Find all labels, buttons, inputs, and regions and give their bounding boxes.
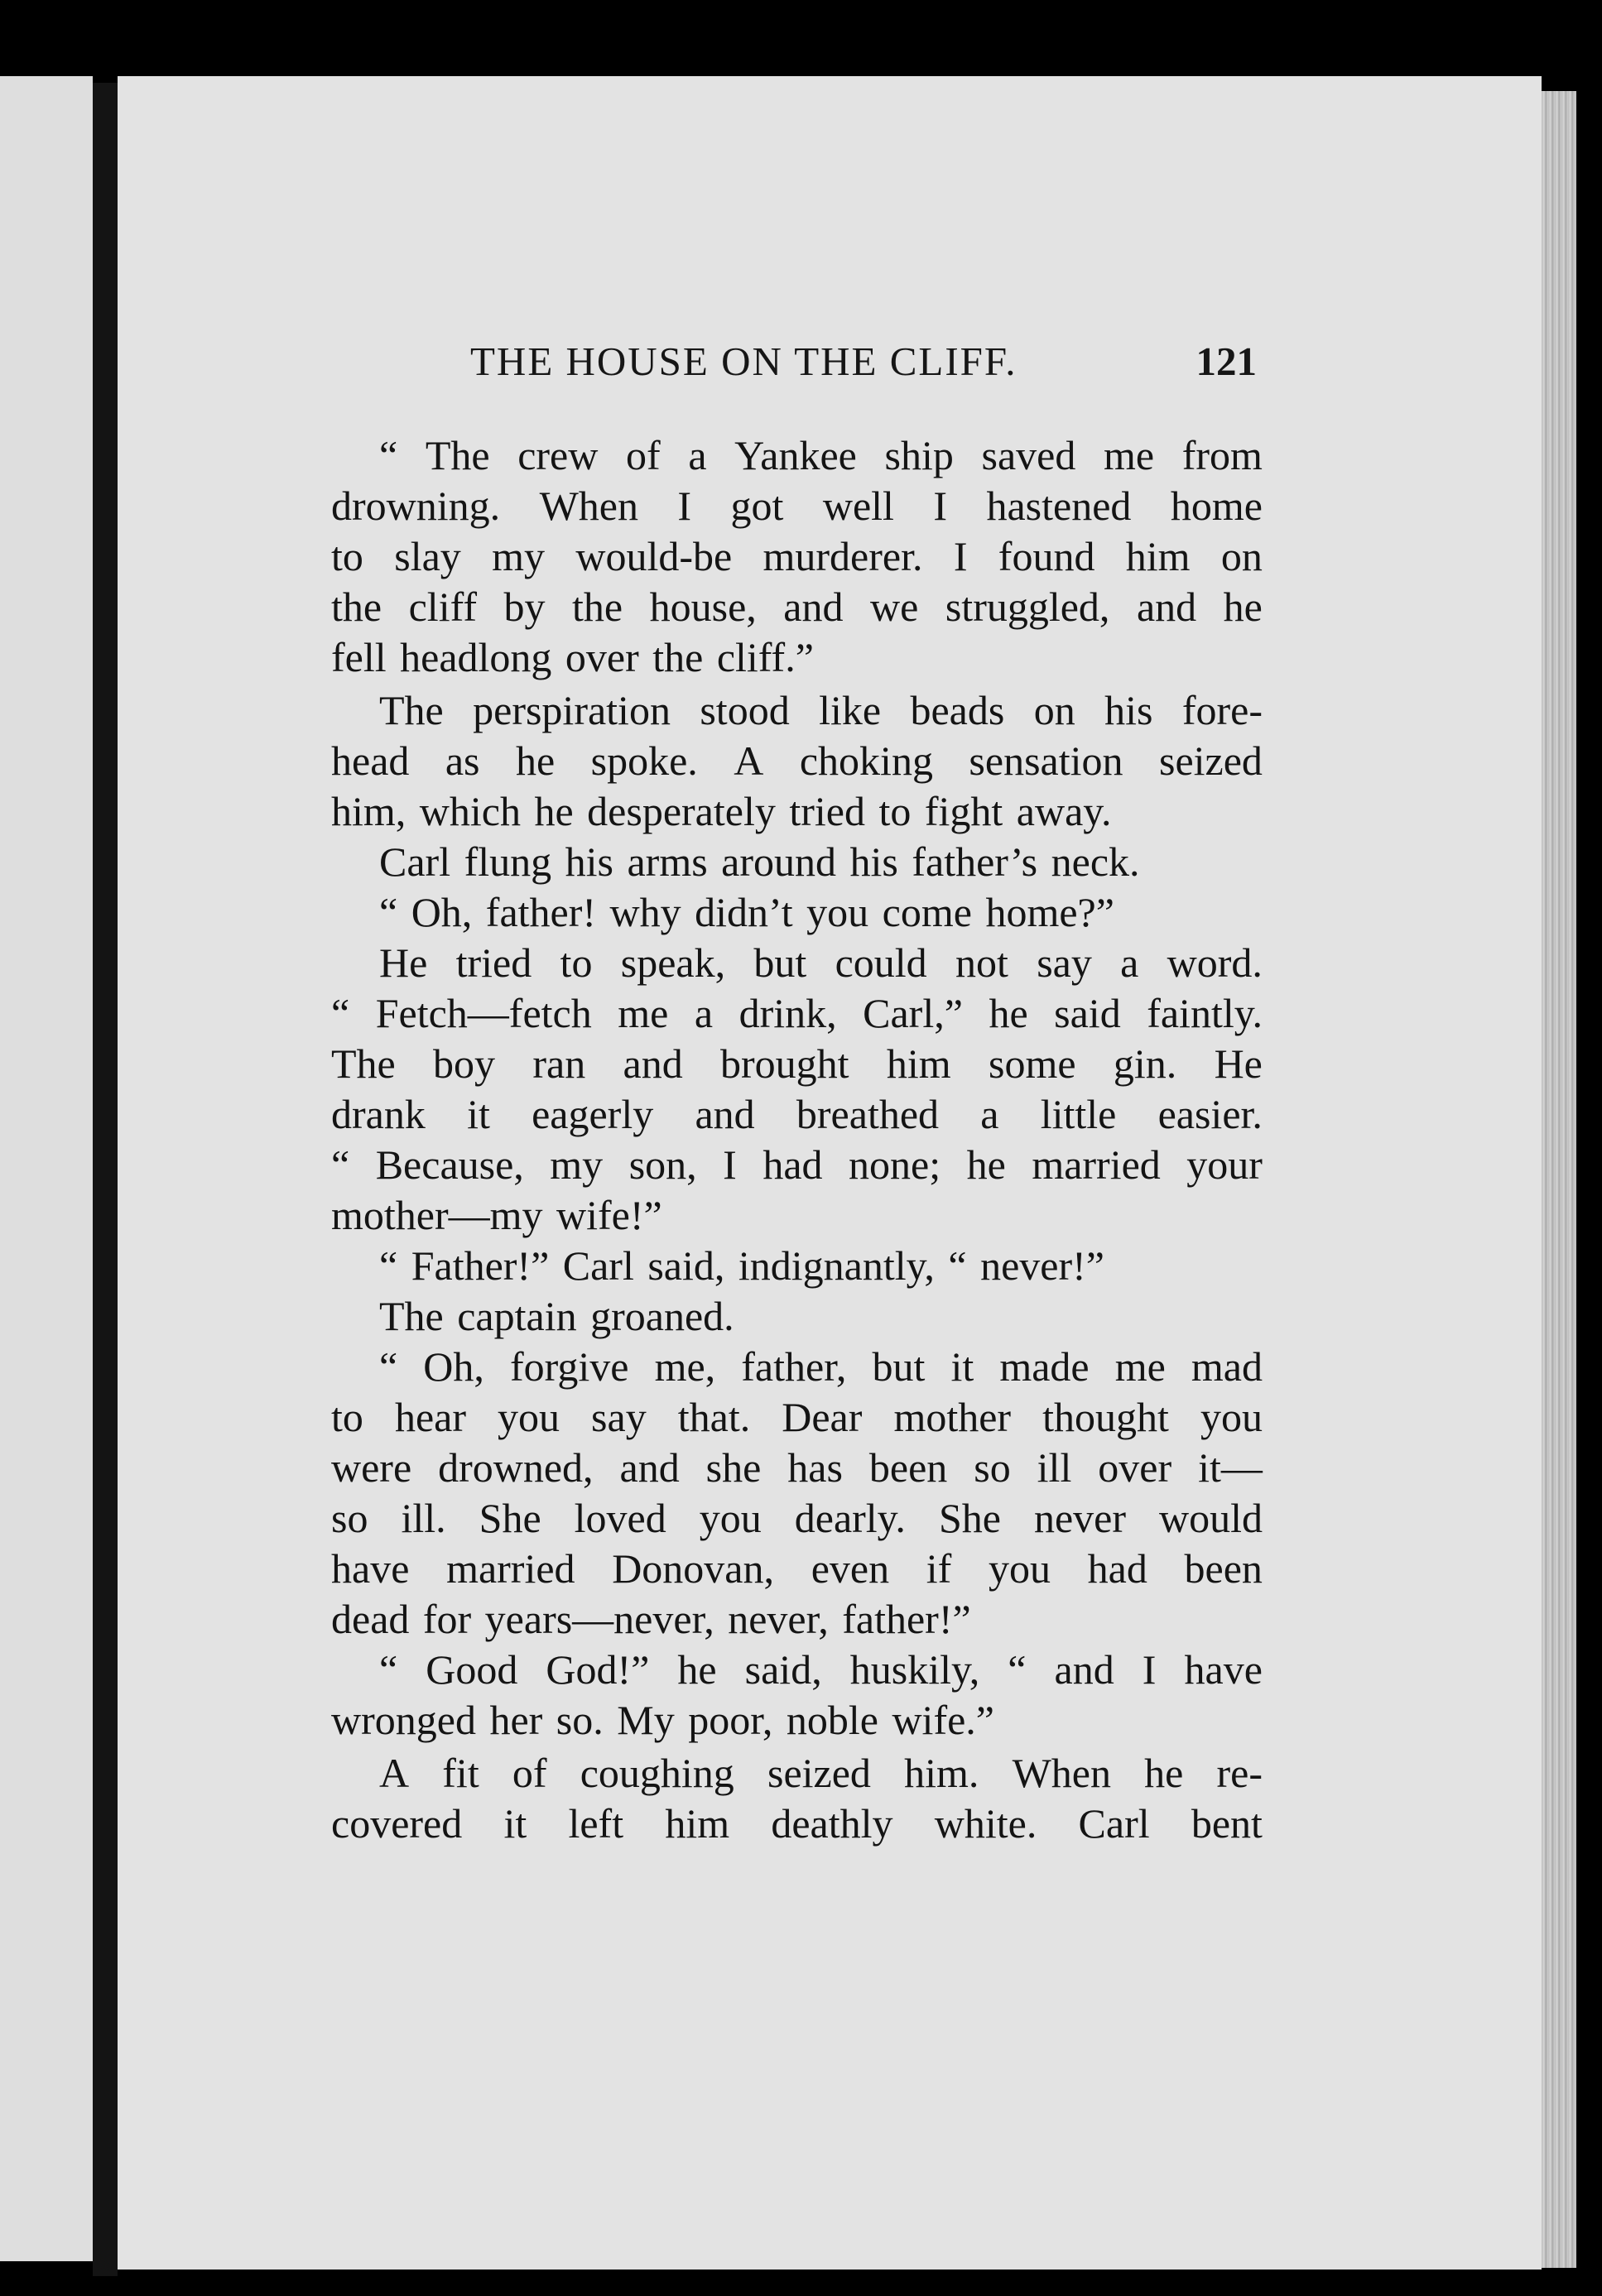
text-line: The captain groaned. — [379, 1293, 734, 1339]
text-line: The perspiration stood like beads on his fore- — [379, 687, 1263, 733]
text-line: “ Oh, forgive me, father, but it made me mad — [379, 1343, 1263, 1390]
text-line: mother—my wife!” — [331, 1192, 662, 1238]
text-line: “ Oh, father! why didn’t you come home?” — [379, 889, 1114, 935]
scan-border — [1576, 0, 1602, 2296]
text-line: He tried to speak, but could not say a word. — [379, 939, 1263, 986]
page-number: 121 — [1195, 339, 1257, 384]
text-line: Carl flung his arms around his father’s neck. — [379, 838, 1140, 885]
right-page-edges — [1542, 91, 1576, 2268]
text-line: wronged her so. My poor, noble wife.” — [331, 1697, 994, 1743]
text-line: A fit of coughing seized him. When he re- — [379, 1750, 1263, 1796]
running-title: THE HOUSE ON THE CLIFF. — [470, 339, 1017, 384]
text-line: dead for years—never, never, father!” — [331, 1596, 971, 1642]
text-line: so ill. She loved you dearly. She never would — [331, 1495, 1263, 1541]
text-line: fell headlong over the cliff.” — [331, 634, 814, 680]
text-line: “ Fetch—fetch me a drink, Carl,” he said faintly. — [331, 990, 1263, 1036]
text-line: the cliff by the house, and we struggled, and he — [331, 584, 1263, 630]
text-line: have married Donovan, even if you had been — [331, 1545, 1263, 1592]
text-line: head as he spoke. A choking sensation seized — [331, 737, 1263, 784]
text-line: to slay my would-be murderer. I found him on — [331, 533, 1263, 579]
text-line: to hear you say that. Dear mother thought you — [331, 1394, 1263, 1440]
running-head — [470, 338, 1257, 396]
text-line: drowning. When I got well I hastened home — [331, 483, 1263, 529]
text-line: were drowned, and she has been so ill over it— — [331, 1444, 1263, 1491]
text-line: “ Good God!” he said, huskily, “ and I have — [379, 1646, 1263, 1693]
text-line: him, which he desperately tried to fight away. — [331, 788, 1112, 834]
text-line: drank it eagerly and breathed a little easier. — [331, 1091, 1263, 1137]
text-line: The boy ran and brought him some gin. He — [331, 1040, 1263, 1087]
text-line: covered it left him deathly white. Carl bent — [331, 1800, 1263, 1847]
text-line: “ Because, my son, I had none; he married your — [331, 1141, 1263, 1188]
left-page-edge — [0, 76, 93, 2261]
text-line: “ The crew of a Yankee ship saved me from — [379, 432, 1263, 478]
book-gutter — [93, 83, 118, 2276]
body-text — [331, 430, 1263, 1849]
text-line: “ Father!” Carl said, indignantly, “ never!” — [379, 1242, 1104, 1289]
